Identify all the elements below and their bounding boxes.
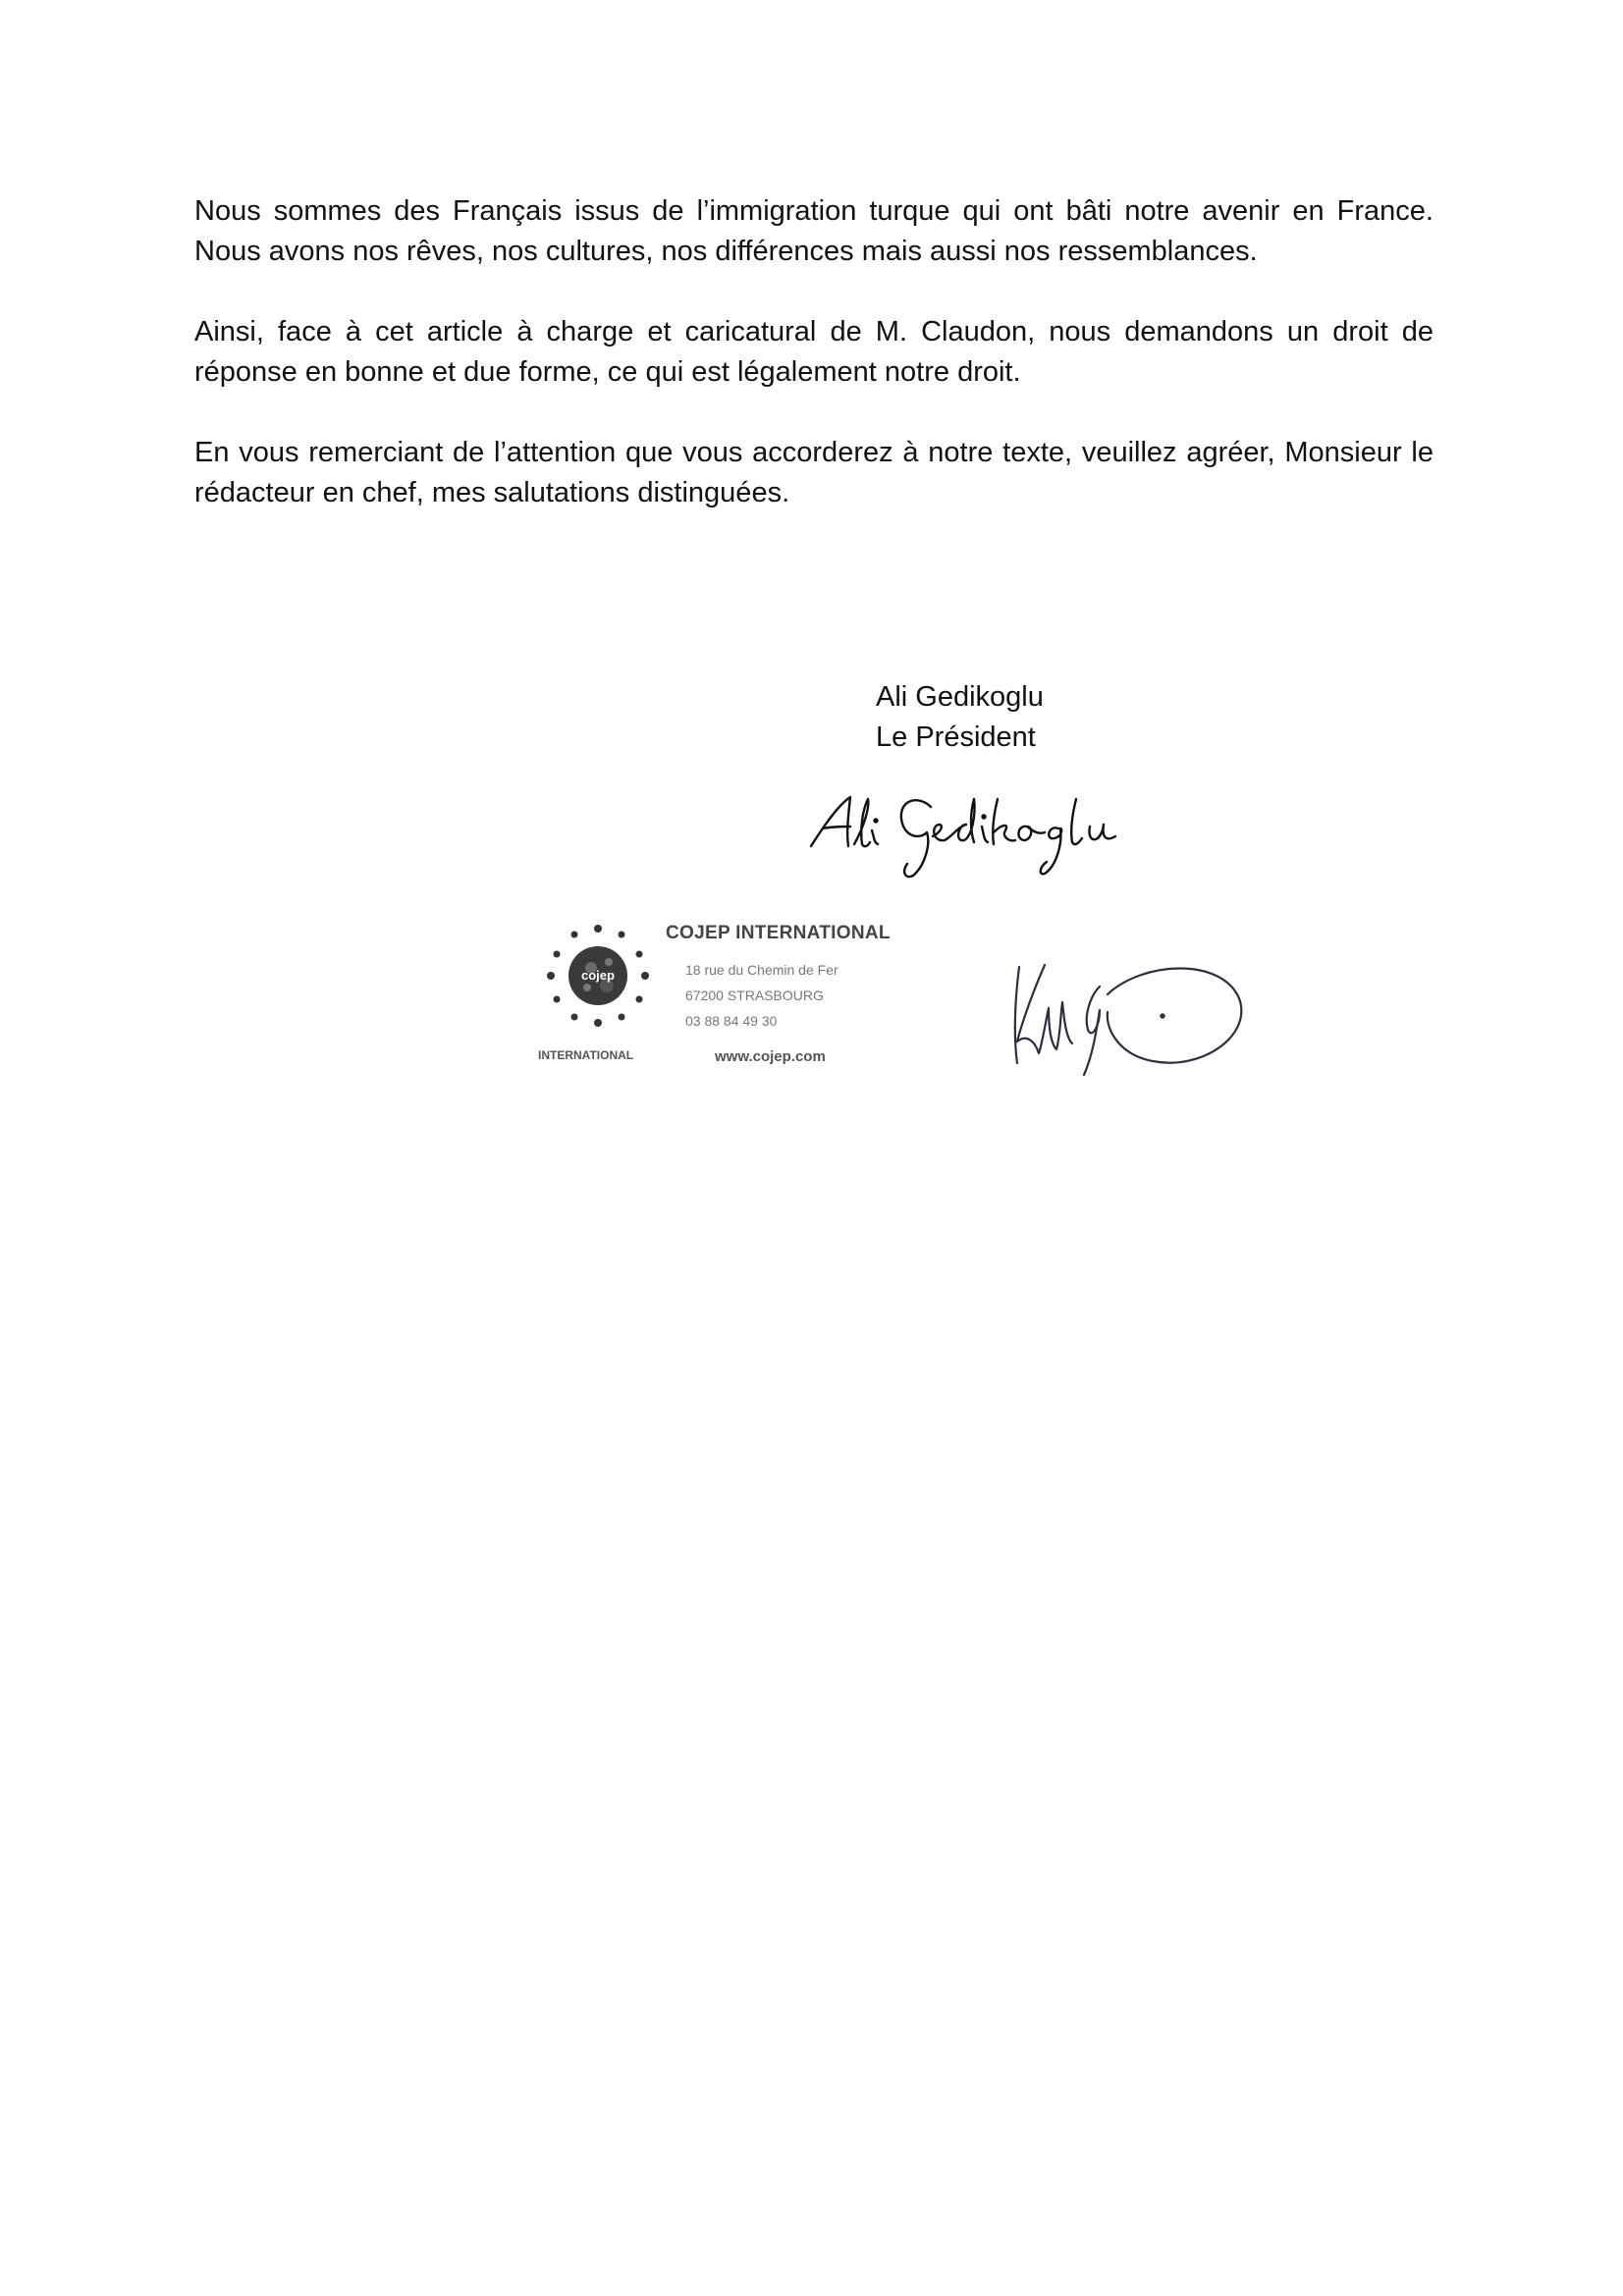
handwritten-signature	[805, 785, 1159, 883]
paragraph-3: En vous remerciant de l’attention que vous accorderez à notre texte, veuillez agréer, Monsieur le rédacteur en chef, mes salutations distinguées.	[194, 437, 1434, 508]
stamp-phone: 03 88 84 49 30	[685, 1013, 778, 1029]
paragraph-2: Ainsi, face à cet article à charge et caricatural de M. Claudon, nous demandons un droit de réponse en bonne et due forme, ce qui est légalement notre droit.	[194, 316, 1434, 388]
signatory-name: Ali Gedikoglu	[876, 681, 1044, 713]
stamp-address-line2: 67200 STRASBOURG	[685, 988, 824, 1003]
cojep-logo-icon	[544, 917, 652, 1044]
logo-text: cojep	[581, 968, 615, 983]
stamp-website: www.cojep.com	[715, 1048, 826, 1065]
signature-block	[876, 677, 1044, 758]
logo-caption: INTERNATIONAL	[538, 1048, 634, 1062]
paragraph-1: Nous sommes des Français issus de l’immigration turque qui ont bâti notre avenir en France. Nous avons nos rêves, nos cultures, nos différences mais aussi nos ressemblances.	[194, 195, 1434, 267]
letter-body	[194, 191, 1434, 554]
signatory-title: Le Président	[876, 721, 1036, 753]
stamp-address-line1: 18 rue du Chemin de Fer	[685, 962, 839, 978]
stamp-organization: COJEP INTERNATIONAL	[666, 923, 891, 943]
organization-stamp	[538, 911, 970, 1078]
initials-signature	[1005, 947, 1261, 1080]
